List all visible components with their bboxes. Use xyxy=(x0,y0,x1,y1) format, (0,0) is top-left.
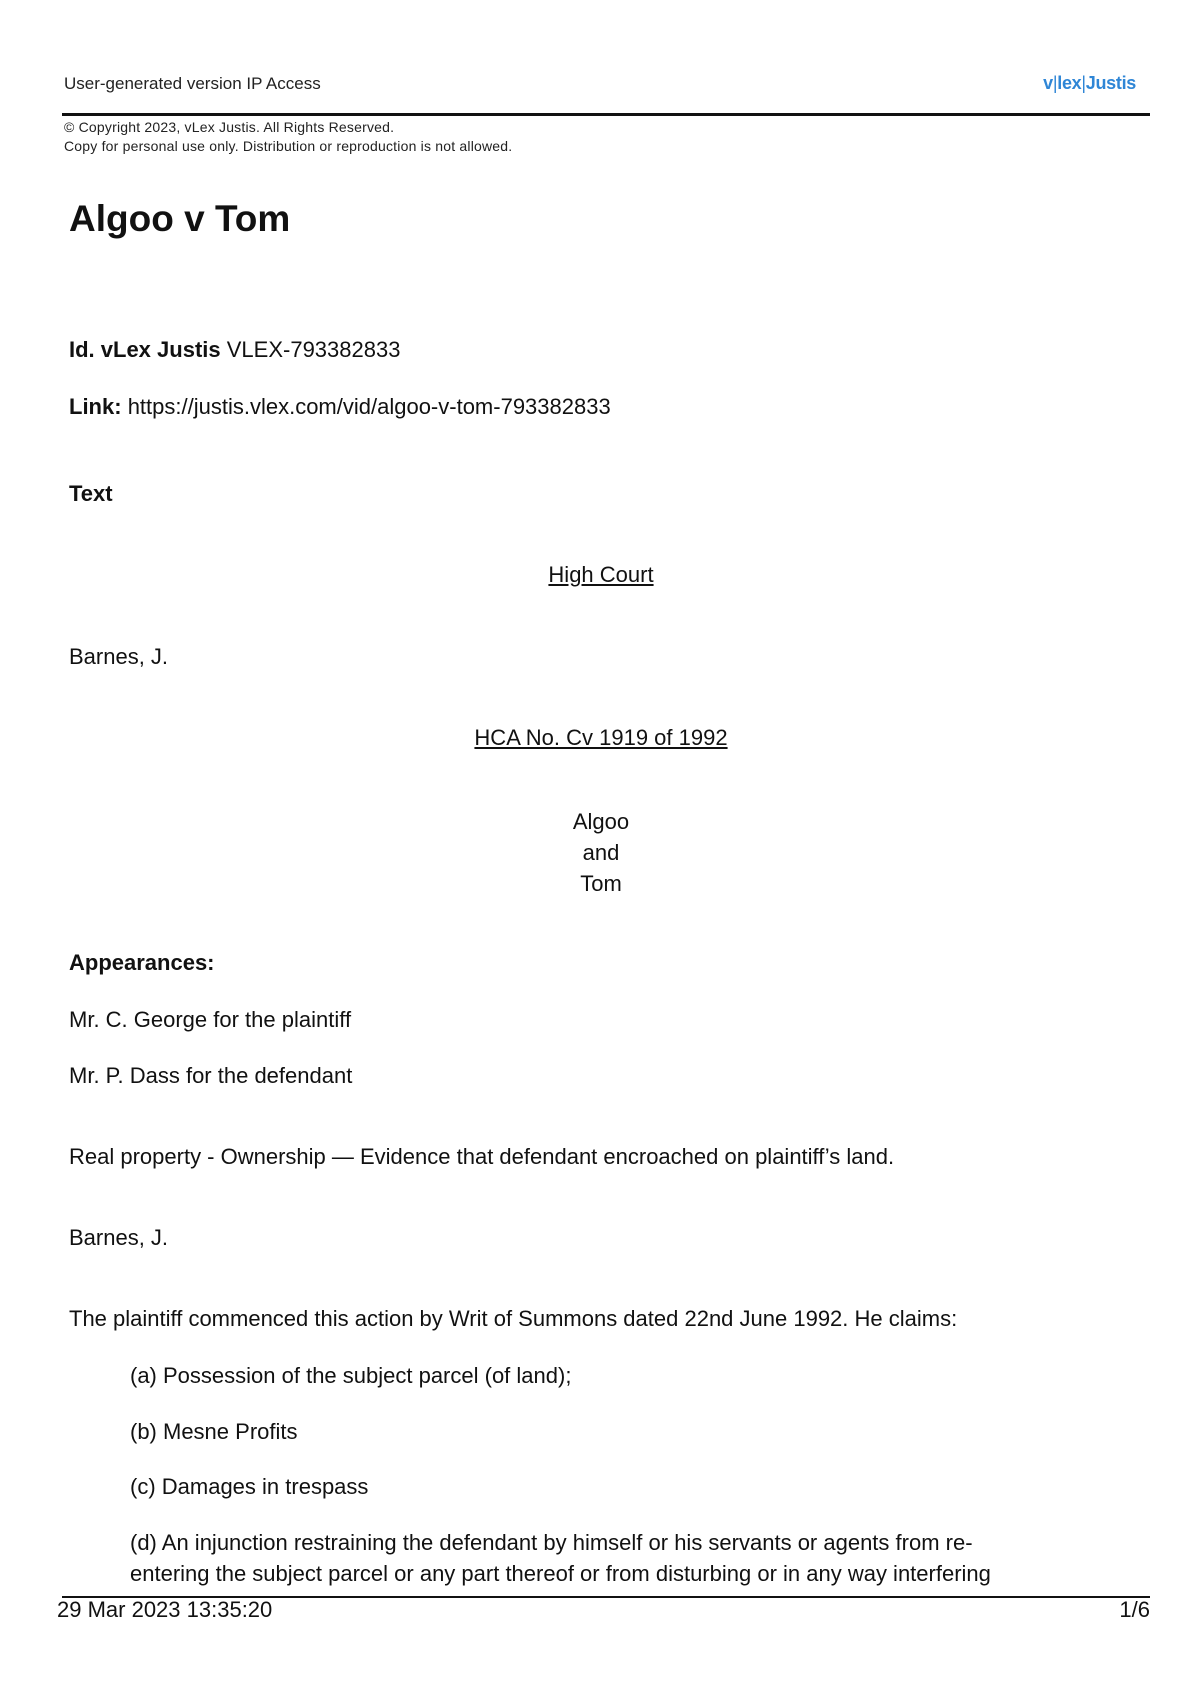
judge-name: Barnes, J. xyxy=(69,644,169,669)
parties-block xyxy=(69,806,1133,899)
document-link xyxy=(69,394,611,420)
claim-c: (c) Damages in trespass xyxy=(130,1474,369,1499)
logo-part-justis: Justis xyxy=(1085,73,1136,93)
party-defendant: Tom xyxy=(580,871,622,896)
judgment-intro: The plaintiff commenced this action by Writ of Summons dated 22nd June 1992. He claims: xyxy=(69,1306,958,1331)
link-url[interactable]: https://justis.vlex.com/vid/algoo-v-tom-793382833 xyxy=(127,394,611,419)
document-id xyxy=(69,337,400,363)
id-value: VLEX-793382833 xyxy=(226,337,401,362)
logo-separator-2: | xyxy=(1081,73,1086,93)
header-source-label: User-generated version IP Access xyxy=(64,74,321,93)
page-number: 1/6 xyxy=(1119,1597,1150,1622)
appearance-defendant: Mr. P. Dass for the defendant xyxy=(69,1063,353,1088)
logo-part-v: v xyxy=(1043,73,1053,93)
appearances-heading: Appearances: xyxy=(69,950,215,975)
case-number xyxy=(69,725,1133,751)
party-plaintiff: Algoo xyxy=(572,809,630,834)
logo-separator: | xyxy=(1052,73,1058,93)
vlex-justis-logo xyxy=(1043,73,1136,94)
copyright-line-1: © Copyright 2023, vLex Justis. All Rights Reserved. xyxy=(64,119,395,135)
appearance-plaintiff: Mr. C. George for the plaintiff xyxy=(69,1007,352,1032)
copyright-line-2: Copy for personal use only. Distribution or reproduction is not allowed. xyxy=(64,138,513,154)
id-label: Id. vLex Justis xyxy=(69,337,221,362)
court-name xyxy=(69,562,1133,588)
judge-name-2: Barnes, J. xyxy=(69,1225,169,1250)
case-number-text: HCA No. Cv 1919 of 1992 xyxy=(474,725,728,750)
footer-timestamp: 29 Mar 2023 13:35:20 xyxy=(57,1597,273,1622)
party-joiner: and xyxy=(582,840,620,865)
claim-d-continued: entering the subject parcel or any part thereof or from disturbing or in any way interfering xyxy=(130,1561,991,1586)
claim-b: (b) Mesne Profits xyxy=(130,1419,298,1444)
claim-d: (d) An injunction restraining the defendant by himself or his servants or agents from re- xyxy=(130,1530,973,1555)
logo-part-lex: lex xyxy=(1057,73,1082,93)
link-label: Link: xyxy=(69,394,122,419)
header-divider xyxy=(62,113,1150,116)
text-heading: Text xyxy=(69,481,113,506)
document-title: Algoo v Tom xyxy=(69,198,291,239)
claim-a: (a) Possession of the subject parcel (of land); xyxy=(130,1363,572,1388)
headnote: Real property - Ownership — Evidence that defendant encroached on plaintiff’s land. xyxy=(69,1144,895,1169)
court-name-text: High Court xyxy=(548,562,654,587)
